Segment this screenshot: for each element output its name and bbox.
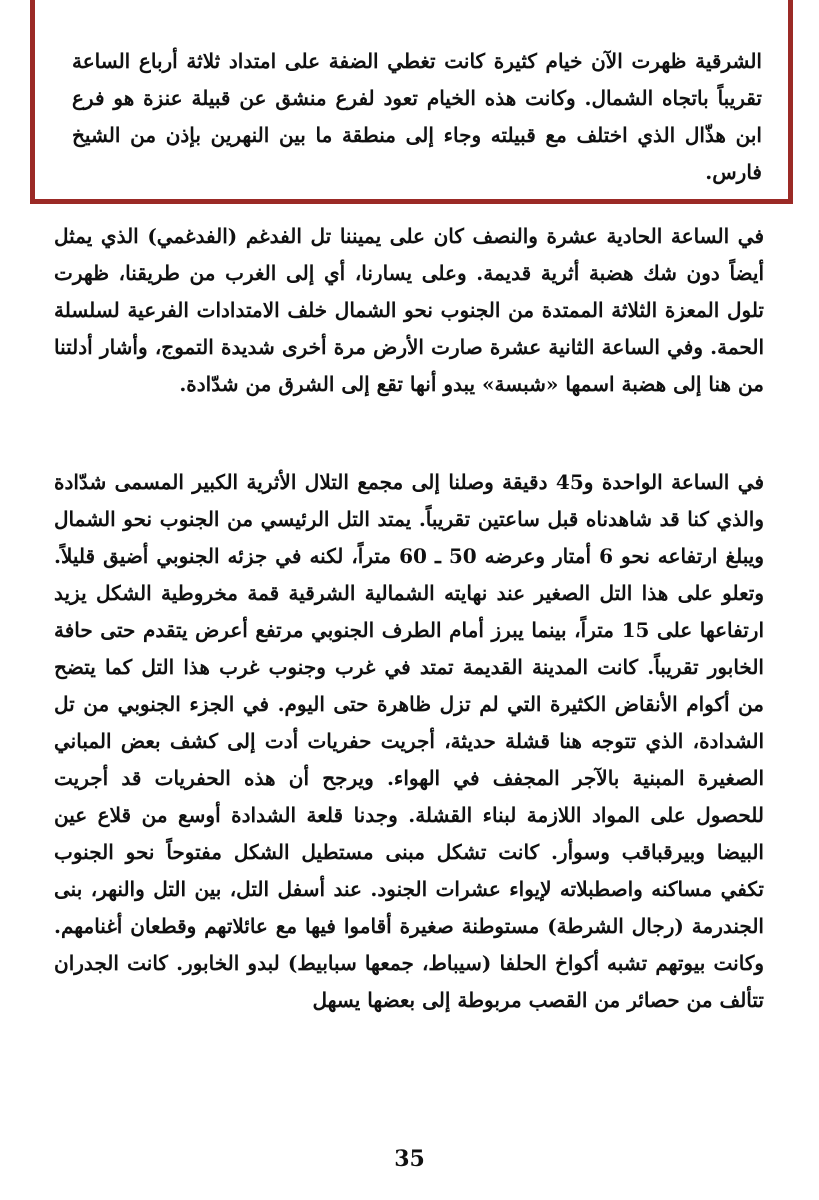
page-number: 35 xyxy=(394,1146,425,1172)
paragraph-1: في الساعة الحادية عشرة والنصف كان على يميننا تل الفدغم (الفدغمي) الذي يمثل أيضاً دون شك هضبة أثرية قديمة. وعلى يسارنا، أي إلى الغرب من طريقنا، ظهرت تلول المعزة الثلاثة الممتدة من الجنوب نحو الشمال خلف الامتدادات الفرعية لسلسلة الحمة. وفي الساعة الثانية عشرة صارت الأرض مرة أخرى شديدة التموج، وأشار أدلتنا من هنا إلى هضبة اسمها «شبسة» يبدو أنها تقع إلى الشرق من شدّادة. xyxy=(54,224,765,396)
highlighted-paragraph: الشرقية ظهرت الآن خيام كثيرة كانت تغطي الضفة على امتداد ثلاثة أرباع الساعة تقريباً باتجاه الشمال. وكانت هذه الخيام تعود لفرع منشق عن قبيلة عنزة هو فرع ابن هذّال الذي اختلف مع قبيلته وجاء إلى منطقة ما بين النهرين بإذن من الشيخ فارس. xyxy=(72,49,762,184)
paragraph-2: في الساعة الواحدة و45 دقيقة وصلنا إلى مجمع التلال الأثرية الكبير المسمى شدّادة والذي كنا قد شاهدناه قبل ساعتين تقريباً. يمتد التل الرئيسي من الجنوب نحو الشمال ويبلغ ارتفاعه نحو 6 أمتار وعرضه 50 ـ 60 متراً، لكنه في جزئه الجنوبي أضيق قليلاً. وتعلو على هذا التل الصغير عند نهايته الشمالية الشرقية قمة مخروطية الشكل يزيد ارتفاعها على 15 متراً، بينما يبرز أمام الطرف الجنوبي مرتفع أعرض يتقدم حتى حافة الخابور تقريباً. كانت المدينة القديمة تمتد في غرب وجنوب غرب هذا التل كما يتضح من أكوام الأنقاض الكثيرة التي لم تزل ظاهرة حتى اليوم. في الجزء الجنوبي من تل الشدادة، الذي تتوجه هنا قشلة حديثة، أجريت حفريات أدت إلى كشف بعض المباني الصغيرة المبنية بالآجر المجفف في الهواء. ويرجح أن هذه الحفريات قد أجريت للحصول على المواد اللازمة لبناء القشلة. وجدنا قلعة الشدادة أوسع من قلاع عين البيضا وبيرقباقب وسوأر. كانت تشكل مبنى مستطيل الشكل مفتوحاً نحو الجنوب تكفي مساكنه واصطبلاته لإيواء عشرات الجنود. عند أسفل التل، بين التل والنهر، بنى الجندرمة (رجال الشرطة) مستوطنة صغيرة أقاموا فيها مع عائلاتهم وقطعان أغنامهم. وكانت بيوتهم تشبه أكواخ الحلفا (سيباط، جمعها سبابيط) لبدو الخابور. كانت الجدران تتألف من حصائر من القصب مربوطة إلى بعضها يسهل xyxy=(54,470,765,1012)
